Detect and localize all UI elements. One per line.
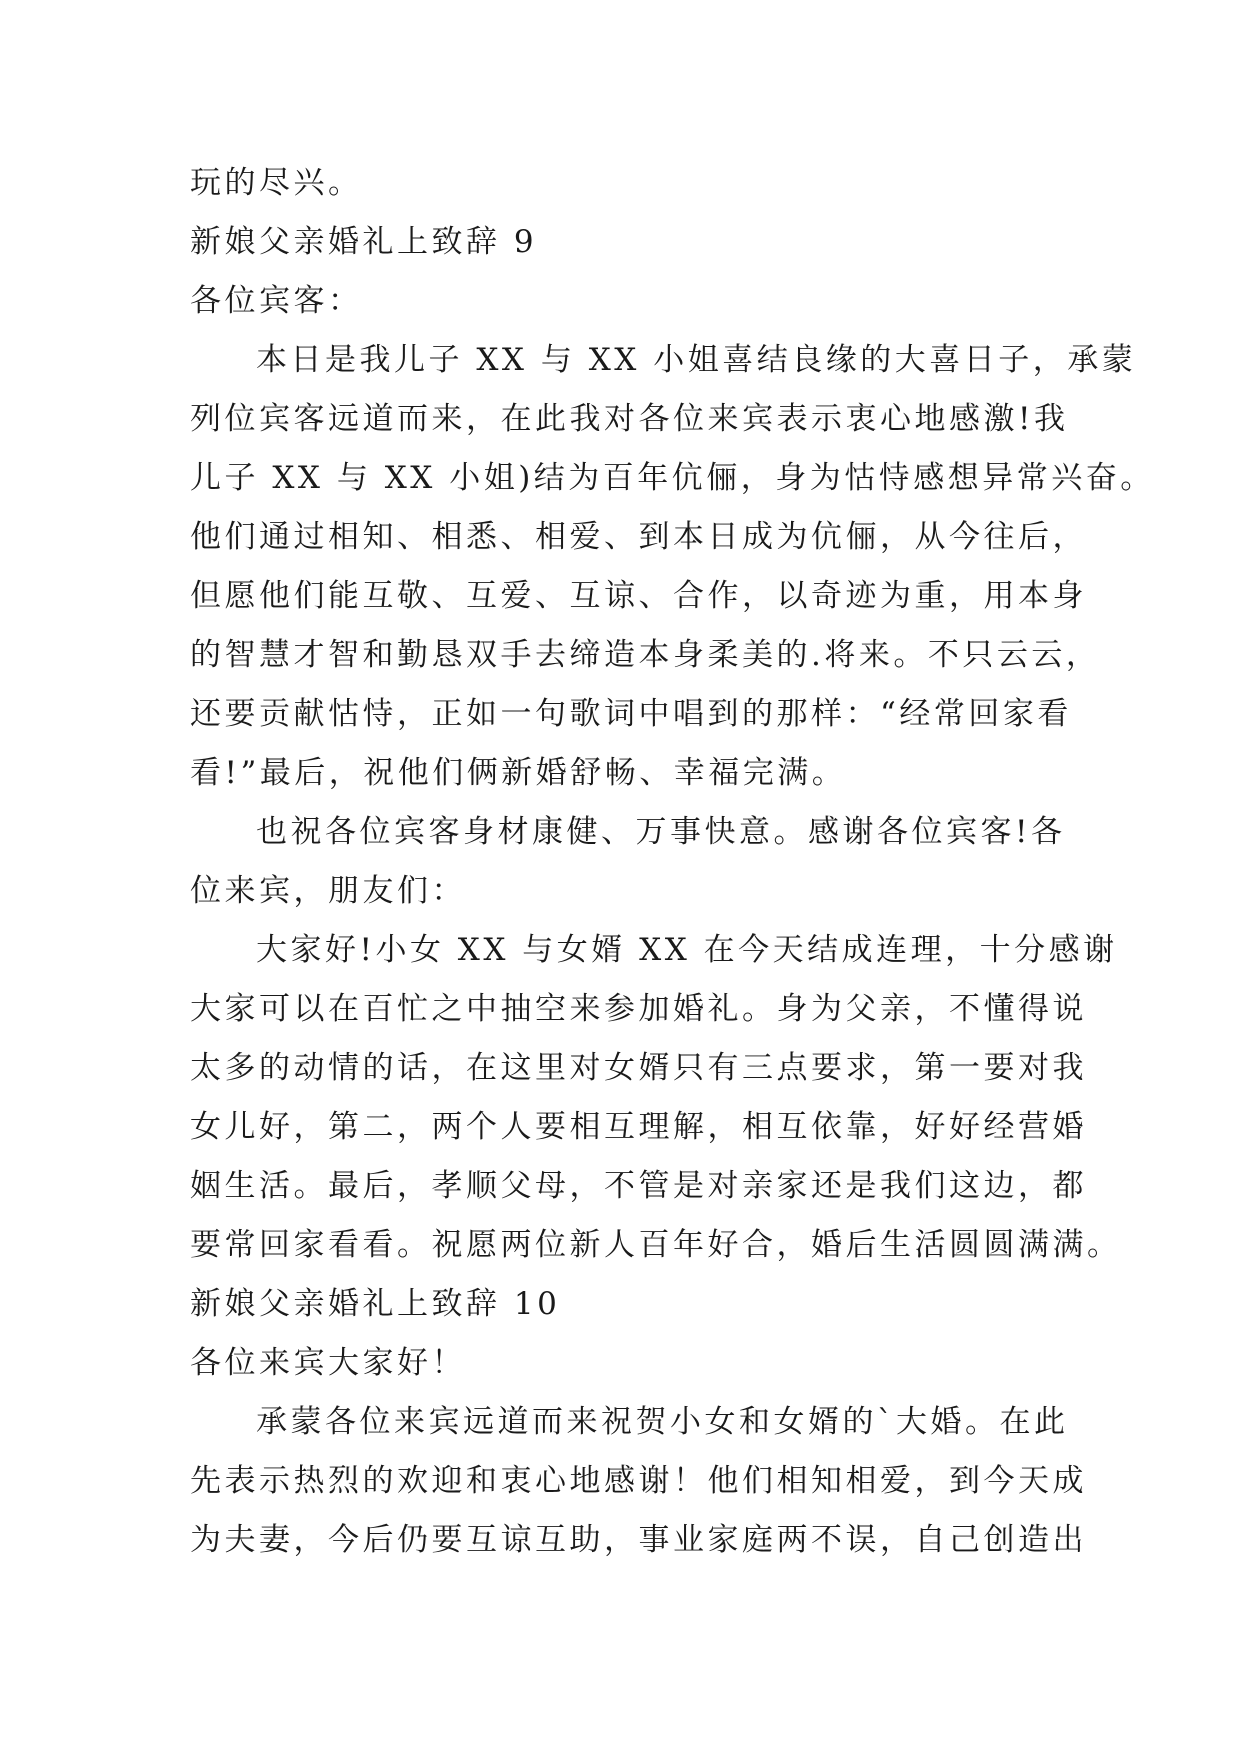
- text-line: 儿子 XX 与 XX 小姐)结为百年伉俪，身为怙恃感想异常兴奋。: [190, 460, 1155, 496]
- text-line: 位来宾，朋友们：: [190, 873, 466, 909]
- paragraph-first-line: 大家好!小女 XX 与女婿 XX 在今天结成连理，十分感谢: [256, 932, 1118, 968]
- text-line: 但愿他们能互敬、互爱、互谅、合作，以奇迹为重，用本身: [190, 578, 1087, 614]
- section-heading: 新娘父亲婚礼上致辞 10: [190, 1286, 561, 1322]
- salutation: 各位宾客：: [190, 283, 363, 319]
- paragraph-first-line: 承蒙各位来宾远道而来祝贺小女和女婿的`大婚。在此: [256, 1404, 1069, 1440]
- text-line: 的智慧才智和勤恳双手去缔造本身柔美的.将来。不只云云，: [190, 637, 1101, 673]
- text-line: 列位宾客远道而来，在此我对各位来宾表示衷心地感激!我: [190, 401, 1069, 437]
- section-heading: 新娘父亲婚礼上致辞 9: [190, 224, 538, 260]
- text-line: 看!”最后，祝他们俩新婚舒畅、幸福完满。: [190, 755, 847, 791]
- text-line: 为夫妻，今后仍要互谅互助，事业家庭两不误，自己创造出: [190, 1522, 1087, 1558]
- text-line: 他们通过相知、相悉、相爱、到本日成为伉俪，从今往后，: [190, 519, 1087, 555]
- document-body: [190, 154, 1155, 1570]
- text-line: 女儿好，第二，两个人要相互理解，相互依靠，好好经营婚: [190, 1109, 1087, 1145]
- text-line: 还要贡献怙恃，正如一句歌词中唱到的那样：“经常回家看: [190, 696, 1072, 732]
- text-line: 要常回家看看。祝愿两位新人百年好合，婚后生活圆圆满满。: [190, 1227, 1122, 1263]
- text-line: 大家可以在百忙之中抽空来参加婚礼。身为父亲，不懂得说: [190, 991, 1087, 1027]
- salutation: 各位来宾大家好！: [190, 1345, 466, 1381]
- text-line: 玩的尽兴。: [190, 165, 363, 201]
- text-line: 太多的动情的话，在这里对女婿只有三点要求，第一要对我: [190, 1050, 1087, 1086]
- paragraph-first-line: 也祝各位宾客身材康健、万事快意。感谢各位宾客!各: [256, 814, 1066, 850]
- text-line: 姻生活。最后，孝顺父母，不管是对亲家还是我们这边，都: [190, 1168, 1087, 1204]
- paragraph-first-line: 本日是我儿子 XX 与 XX 小姐喜结良缘的大喜日子，承蒙: [256, 342, 1137, 378]
- text-line: 先表示热烈的欢迎和衷心地感谢！他们相知相爱，到今天成: [190, 1463, 1087, 1499]
